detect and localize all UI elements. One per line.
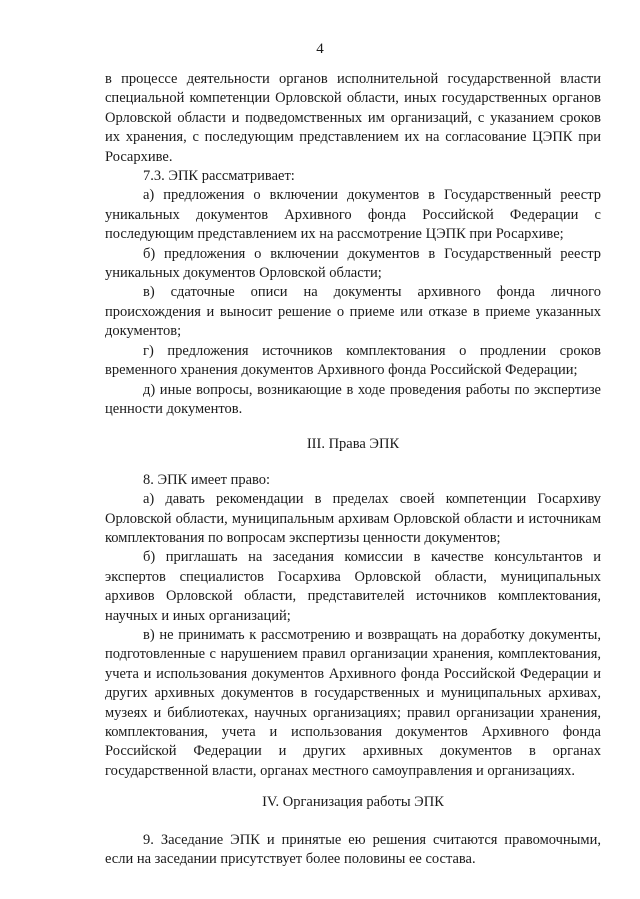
paragraph-9: 9. Заседание ЭПК и принятые ею решения считаются правомочными, если на заседании присутствует более половины ее состава. [105,831,601,868]
paragraph-7-3-v: в) сдаточные описи на документы архивного фонда личного происхождения и выносит решение о приеме или отказе в приеме указанных документов; [105,284,601,340]
paragraph-7-3: 7.3. ЭПК рассматривает: [143,168,295,185]
paragraph-8-b: б) приглашать на заседания комиссии в качестве консультантов и экспертов специалистов Госархива Орловской области, муниципальных архивов Орловской области, представителей источников комплектования, научных и иных организаций; [105,549,601,624]
section-3-heading: III. Права ЭПК [306,436,400,453]
paragraph-8: 8. ЭПК имеет право: [143,471,271,488]
section-4-heading: IV. Организация работы ЭПК [262,794,444,811]
paragraph-8-a: а) давать рекомендации в пределах своей компетенции Госархиву Орловской области, муниципальным архивам Орловской области и источникам комплектования по вопросам экспертизы ценности документов; [105,491,601,546]
paragraph-7-3-g: г) предложения источников комплектования о продлении сроков временного хранения документов Архивного фонда Российской Федерации; [105,342,601,379]
paragraph-7-3-d: д) иные вопросы, возникающие в ходе проведения работы по экспертизе ценности документов. [105,381,601,417]
paragraph-continuation: в процессе деятельности органов исполнительной государственной власти специальной компетенции Орловской области, иных государственных органов Орловской области и подведомственных им организаций, с указанием сроков их хранения, с последующим представлением их на согласование ЦЭПК при Росархиве. [105,71,601,165]
page-number: 4 [316,41,324,57]
paragraph-7-3-b: б) предложения о включении документов в Государственный реестр уникальных документов Орловской области; [105,245,601,282]
document-body [105,70,601,869]
paragraph-8-v: в) не принимать к рассмотрению и возвращать на доработку документы, подготовленные с нарушением правил организации хранения, комплектования, учета и использования документов Архивного фонда Российской Федерации и других архивных документов в государственных и муниципальных архивах, музеях и библиотеках, научных организациях; правил организации хранения, комплектования, учета и использования документов Архивного фонда Российской Федерации и других архивных документов в органах государственной власти, органах местного самоуправления и организациях. [105,626,601,779]
paragraph-7-3-a: а) предложения о включении документов в Государственный реестр уникальных документов Архивного фонда Российской Федерации с последующим представлением их на рассмотрение ЦЭПК при Росархиве; [105,187,601,243]
